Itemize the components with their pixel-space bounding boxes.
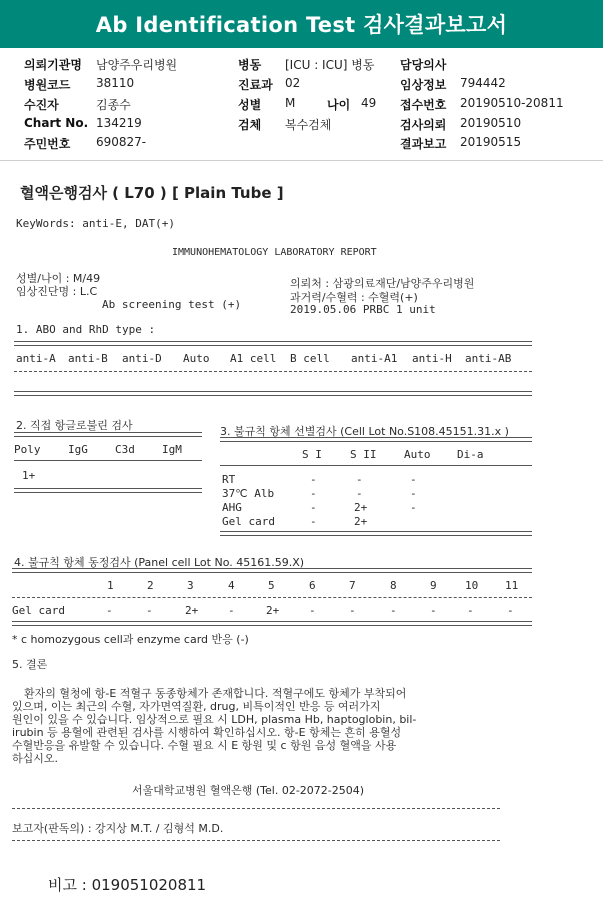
info-department-value: 02 [285, 76, 301, 90]
info-chart-no-value: 134219 [96, 116, 142, 130]
abo-section-title: 1. ABO and RhD type : [16, 323, 156, 336]
info-department: 진료과 [238, 78, 273, 92]
info-patient: 수진자 [24, 98, 59, 112]
screen-cell: - [310, 501, 317, 514]
panel-cell: - [390, 604, 397, 617]
info-reported-value: 20190515 [460, 135, 522, 149]
panel-number: 11 [505, 579, 519, 592]
screen-end-line [220, 531, 532, 536]
info-clinical: 임상정보 [400, 78, 447, 92]
panel-note: * c homozygous cell과 enzyme card 반응 (-) [12, 633, 249, 646]
info-hospital: 의뢰기관명 [24, 58, 82, 72]
dat-header-c3d: C3d [115, 443, 135, 456]
reporter-bottom-line [12, 840, 500, 841]
screen-row-label: RT [222, 473, 236, 486]
info-requested: 검사의뢰 [400, 118, 447, 132]
info-specimen: 검체 [238, 118, 262, 132]
screen-header-s2: S II [350, 448, 377, 461]
info-age: 나이 [327, 98, 351, 112]
panel-number: 9 [430, 579, 437, 592]
screen-cell: 2+ [354, 501, 368, 514]
info-doctor: 담당의사 [400, 58, 447, 72]
info-requested-value: 20190510 [460, 116, 522, 130]
report-title: Ab Identification Test 검사결과보고서 [95, 13, 508, 37]
info-accession: 접수번호 [400, 98, 447, 112]
sex-age: 성별/나이 : M/49 [16, 272, 101, 285]
panel-cell: 2+ [266, 604, 280, 617]
dat-section-title: 2. 직접 항글로불린 검사 [16, 419, 133, 432]
panel-cell: - [430, 604, 437, 617]
screen-cell: - [356, 473, 363, 486]
transfusion-history: 과거력/수혈력 : 수혈력(+) [290, 291, 418, 304]
info-sex: 성별 [238, 98, 262, 112]
dat-double-line [14, 432, 202, 437]
panel-cell: - [467, 604, 474, 617]
abo-header-anti-a1: anti-A1 [351, 352, 398, 365]
reporter: 보고자(판독의) : 강지상 M.T. / 김형석 M.D. [12, 822, 224, 835]
diagnosis: 임상진단명 : L.C [16, 285, 98, 298]
panel-number: 2 [147, 579, 154, 592]
screen-cell: 2+ [354, 515, 368, 528]
reporter-top-line [12, 808, 500, 809]
screen-row-label: 37℃ Alb [222, 487, 275, 500]
lab-report-title: IMMUNOHEMATOLOGY LABORATORY REPORT [172, 247, 377, 258]
info-ward-value: [ICU : ICU] 병동 [285, 58, 375, 72]
abo-header-anti-b: anti-B [68, 352, 108, 365]
info-clinical-value: 794442 [460, 76, 506, 90]
bloodbank-contact: 서울대학교병원 혈액은행 (Tel. 02-2072-2504) [132, 784, 365, 797]
info-resident-no-value: 690827- [96, 135, 147, 149]
screen-cell: - [310, 473, 317, 486]
keywords: KeyWords: anti-E, DAT(+) [16, 217, 175, 230]
screening-result: Ab screening test (+) [102, 298, 242, 311]
screen-section-title: 3. 불규칙 항체 선별검사 (Cell Lot No.S108.45151.31.x ) [220, 425, 509, 438]
panel-cell: - [349, 604, 356, 617]
info-chart-no: Chart No. [24, 116, 89, 130]
conclusion-line: 수혈반응을 유발할 수 있습니다. 수혈 필요 시 E 항원 및 c 항원 음성 혈액을 사용 [12, 739, 397, 752]
screen-cell: - [356, 487, 363, 500]
info-hospital-code-value: 38110 [96, 76, 135, 90]
abo-double-line [14, 341, 532, 346]
panel-number: 6 [309, 579, 316, 592]
screen-row-label: Gel card [222, 515, 275, 528]
conclusion-line: 있으며, 이는 최근의 수혈, 자가면역질환, drug, 비특이적인 반응 등 여러가지 [12, 700, 381, 713]
conclusion-line: 원인이 있을 수 있습니다. 임상적으로 필요 시 LDH, plasma Hb, haptoglobin, bil- [12, 713, 417, 726]
screen-cell: - [310, 487, 317, 500]
screen-header-dia: Di-a [457, 448, 484, 461]
panel-cell: - [309, 604, 316, 617]
dat-header-igg: IgG [68, 443, 88, 456]
abo-header-anti-h: anti-H [412, 352, 452, 365]
panel-cell: - [507, 604, 514, 617]
dat-poly-value: 1+ [22, 469, 36, 482]
panel-cell: - [106, 604, 113, 617]
screen-cell: - [310, 515, 317, 528]
info-age-value: 49 [361, 96, 377, 110]
panel-number: 7 [349, 579, 356, 592]
screen-cell: - [410, 501, 417, 514]
screen-double-line [220, 437, 532, 442]
panel-cell: - [146, 604, 153, 617]
abo-header-anti-a: anti-A [16, 352, 56, 365]
screen-cell: - [410, 473, 417, 486]
conclusion-line: 하십시오. [12, 752, 59, 765]
report-header [0, 0, 603, 48]
footer-remark: 비고 : 019051020811 [48, 876, 207, 894]
info-resident-no: 주민번호 [24, 137, 71, 151]
info-reported: 결과보고 [400, 137, 447, 151]
conclusion-line: irubin 등 용혈에 관련된 검사를 시행하여 확인하십시오. 항-E 항체는 흔히 용혈성 [12, 726, 402, 739]
abo-header-a1-cell: A1 cell [230, 352, 277, 365]
dat-header-igm: IgM [162, 443, 182, 456]
info-divider [0, 160, 603, 161]
panel-number: 1 [107, 579, 114, 592]
screen-cell: - [410, 487, 417, 500]
info-hospital-value: 남양주우리병원 [96, 58, 178, 72]
requester: 의뢰처 : 삼광의료재단/남양주우리병원 [290, 277, 475, 290]
info-hospital-code: 병원코드 [24, 78, 71, 92]
info-specimen-value: 복수검체 [285, 118, 332, 132]
screen-header-s1: S I [302, 448, 322, 461]
abo-header-auto: Auto [183, 352, 210, 365]
info-patient-value: 김종수 [96, 98, 131, 112]
info-ward: 병동 [238, 58, 262, 72]
dat-end-line [14, 488, 202, 493]
screen-header-line [220, 465, 532, 466]
panel-number: 3 [187, 579, 194, 592]
abo-header-anti-ab: anti-AB [465, 352, 512, 365]
section-title: 혈액은행검사 ( L70 ) [ Plain Tube ] [20, 184, 284, 202]
abo-header-b-cell: B cell [290, 352, 330, 365]
conclusion-line: 환자의 혈청에 항-E 적혈구 동종항체가 존재합니다. 적혈구에도 항체가 부착되어 [24, 687, 407, 700]
screen-row-label: AHG [222, 501, 242, 514]
panel-number: 10 [465, 579, 479, 592]
info-accession-value: 20190510-20811 [460, 96, 564, 110]
panel-number: 8 [390, 579, 397, 592]
panel-double-line [12, 568, 532, 573]
abo-end-line [14, 391, 532, 396]
prbc-history: 2019.05.06 PRBC 1 unit [290, 303, 436, 316]
panel-number: 5 [268, 579, 275, 592]
abo-dash-line [14, 371, 532, 372]
panel-end-line [12, 621, 532, 626]
panel-number: 4 [228, 579, 235, 592]
panel-dash-line [12, 597, 532, 598]
panel-row-label: Gel card [12, 604, 65, 617]
conclusion-title: 5. 결론 [12, 658, 48, 671]
panel-cell: 2+ [185, 604, 199, 617]
abo-header-anti-d: anti-D [122, 352, 162, 365]
panel-cell: - [228, 604, 235, 617]
screen-header-auto: Auto [404, 448, 431, 461]
dat-header-poly: Poly [14, 443, 41, 456]
info-sex-value: M [285, 96, 296, 110]
panel-section-title: 4. 불규칙 항체 동정검사 (Panel cell Lot No. 45161.59.X) [14, 556, 305, 569]
dat-header-line [14, 460, 202, 461]
